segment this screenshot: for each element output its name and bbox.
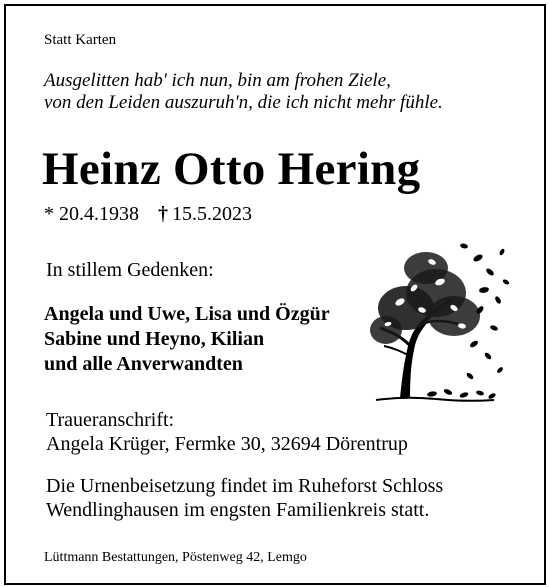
memory-line: In stillem Gedenken: [46,259,214,281]
mourner-line-2: Sabine und Heyno, Kilian [44,328,265,350]
deceased-name: Heinz Otto Hering [42,143,421,195]
life-dates [44,203,252,226]
address-label: Traueranschrift: [46,409,175,431]
tree-with-falling-leaves-icon [366,238,516,413]
death-date-group [158,203,252,225]
cross-icon: † [158,203,168,225]
death-date: 15.5.2023 [172,203,252,225]
footer-note: Lüttmann Bestattungen, Pöstenweg 42, Lemgo [44,550,307,565]
verse-line-1: Ausgelitten hab' ich nun, bin am frohen Ziele, [44,70,391,91]
address-line: Angela Krüger, Fermke 30, 32694 Dörentrup [46,433,408,455]
birth-date: * 20.4.1938 [44,203,139,225]
mourner-line-3: und alle Anverwandten [44,353,243,375]
header-note: Statt Karten [44,32,117,48]
mourner-line-1: Angela und Uwe, Lisa und Özgür [44,303,330,325]
funeral-note-line-1: Die Urnenbeisetzung findet im Ruheforst Schloss [46,475,444,497]
verse-line-2: von den Leiden auszuruh'n, die ich nicht mehr fühle. [44,92,443,113]
funeral-note-line-2: Wendlinghausen im engsten Familienkreis statt. [46,499,430,521]
